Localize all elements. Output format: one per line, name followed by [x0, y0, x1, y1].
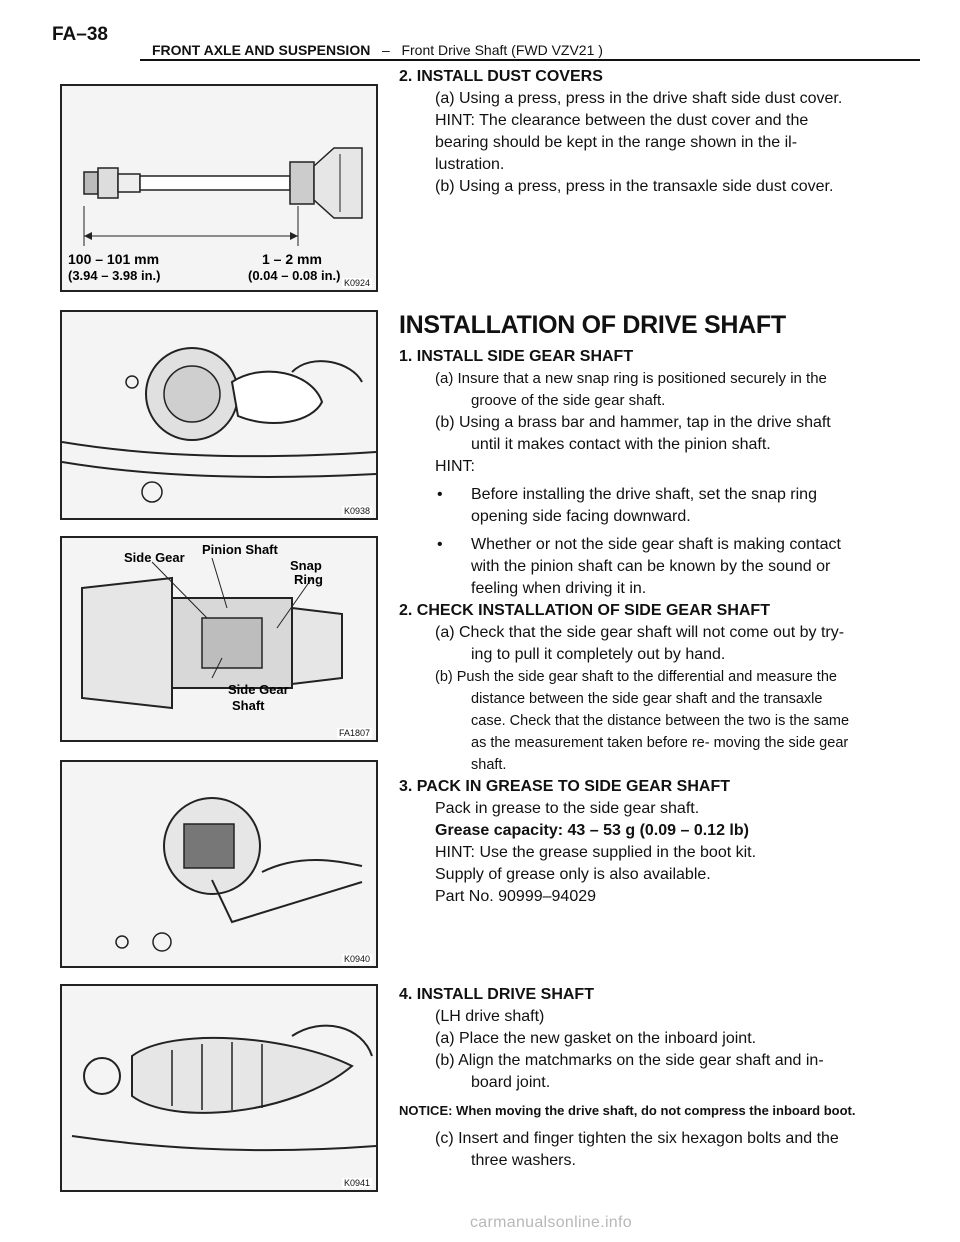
header-subsection: Front Drive Shaft (FWD VZV21 )	[401, 42, 603, 58]
step2-heading: 2. CHECK INSTALLATION OF SIDE GEAR SHAFT	[399, 602, 770, 619]
label-pinion-shaft: Pinion Shaft	[202, 542, 278, 557]
drive-shaft-install-illustration	[62, 986, 376, 1190]
dim-left-mm: 100 – 101 mm	[68, 251, 160, 267]
header-separator: –	[381, 42, 390, 58]
step4-notice: NOTICE: When moving the drive shaft, do not compress the inboard boot.	[399, 1103, 856, 1118]
step3-hint: HINT: Use the grease supplied in the boot kit.	[435, 844, 757, 861]
step4-c: (c) Insert and finger tighten the six hexagon bolts and the three washers.	[435, 1130, 839, 1169]
step4-b: (b) Align the matchmarks on the side gear shaft and in- board joint.	[435, 1052, 824, 1091]
installation-title: INSTALLATION OF DRIVE SHAFT	[399, 311, 786, 339]
step4-heading: 4. INSTALL DRIVE SHAFT	[399, 986, 594, 1003]
grease-packing-illustration	[62, 762, 376, 966]
figure-side-gear-cross-section	[60, 536, 378, 742]
step2-b: (b) Push the side gear shaft to the differential and measure the distance between the side gear shaft and the transaxle case. Check that the distance between the two is the same as the measurement taken before re- moving the side gear shaft.	[435, 669, 850, 773]
running-header	[152, 42, 603, 58]
figure-code: FA1807	[338, 728, 370, 738]
label-ring: Ring	[294, 572, 323, 587]
step1-heading: 1. INSTALL SIDE GEAR SHAFT	[399, 348, 634, 365]
dust-hint-3: lustration.	[435, 156, 505, 173]
figure-code: K0940	[343, 954, 370, 964]
figure-code: K0941	[343, 1178, 370, 1188]
step3-line-1: Pack in grease to the side gear shaft.	[435, 800, 700, 817]
differential-cross-section-illustration	[62, 538, 376, 740]
page-number: FA–38	[52, 24, 108, 45]
step2-a: (a) Check that the side gear shaft will not come out by try- ing to pull it completely out by hand.	[435, 624, 845, 663]
step3-grease-capacity: Grease capacity: 43 – 53 g (0.09 – 0.12 lb)	[435, 822, 749, 839]
step1-bullet-1: • Before installing the drive shaft, set the snap ring opening side facing downward.	[437, 486, 817, 525]
dust-hint-2: bearing should be kept in the range shown in the il-	[435, 134, 798, 151]
figure-install-drive-shaft	[60, 984, 378, 1192]
figure-pack-grease	[60, 760, 378, 968]
dust-hint-1: HINT: The clearance between the dust cover and the	[435, 112, 809, 129]
bullet-icon: •	[437, 536, 443, 553]
dust-step-a: (a) Using a press, press in the drive shaft side dust cover.	[435, 90, 843, 107]
section-installation	[399, 310, 857, 908]
dust-heading: 2. INSTALL DUST COVERS	[399, 68, 603, 85]
section-step4	[399, 984, 857, 1172]
step4-a: (a) Place the new gasket on the inboard joint.	[435, 1030, 757, 1047]
side-gear-install-illustration	[62, 312, 376, 518]
figure-install-side-gear-shaft	[60, 310, 378, 520]
step3-heading: 3. PACK IN GREASE TO SIDE GEAR SHAFT	[399, 778, 731, 795]
figure-code: K0924	[343, 278, 370, 288]
label-side-gear: Side Gear	[124, 550, 185, 565]
label-snap: Snap	[290, 558, 322, 573]
watermark: carmanualsonline.info	[470, 1214, 632, 1231]
step1-b: (b) Using a brass bar and hammer, tap in the drive shaft until it makes contact with the pinion shaft.	[435, 414, 831, 453]
step3-line-4: Supply of grease only is also available.	[435, 866, 711, 883]
drive-shaft-illustration	[62, 86, 376, 290]
figure-dust-cover-dimensions	[60, 84, 378, 292]
section-dust-covers	[399, 66, 857, 198]
figure-code: K0938	[343, 506, 370, 516]
step1-hint: HINT:	[435, 458, 475, 475]
step4-line-1: (LH drive shaft)	[435, 1008, 545, 1025]
dust-step-b: (b) Using a press, press in the transaxle side dust cover.	[435, 178, 834, 195]
label-side-gear-b: Side Gear	[228, 682, 289, 697]
step1-a: (a) Insure that a new snap ring is positioned securely in the groove of the side gear shaft.	[435, 370, 827, 409]
label-shaft: Shaft	[232, 698, 265, 713]
dim-right-in: (0.04 – 0.08 in.)	[248, 268, 341, 283]
header-rule	[140, 59, 920, 61]
header-section: FRONT AXLE AND SUSPENSION	[152, 42, 371, 58]
bullet-icon: •	[437, 486, 443, 503]
dim-right-mm: 1 – 2 mm	[262, 251, 322, 267]
step3-part-number: Part No. 90999–94029	[435, 888, 597, 905]
dim-left-in: (3.94 – 3.98 in.)	[68, 268, 161, 283]
step1-bullet-2: • Whether or not the side gear shaft is making contact with the pinion shaft can be known by the sound or feeling when driving it in.	[437, 536, 841, 597]
